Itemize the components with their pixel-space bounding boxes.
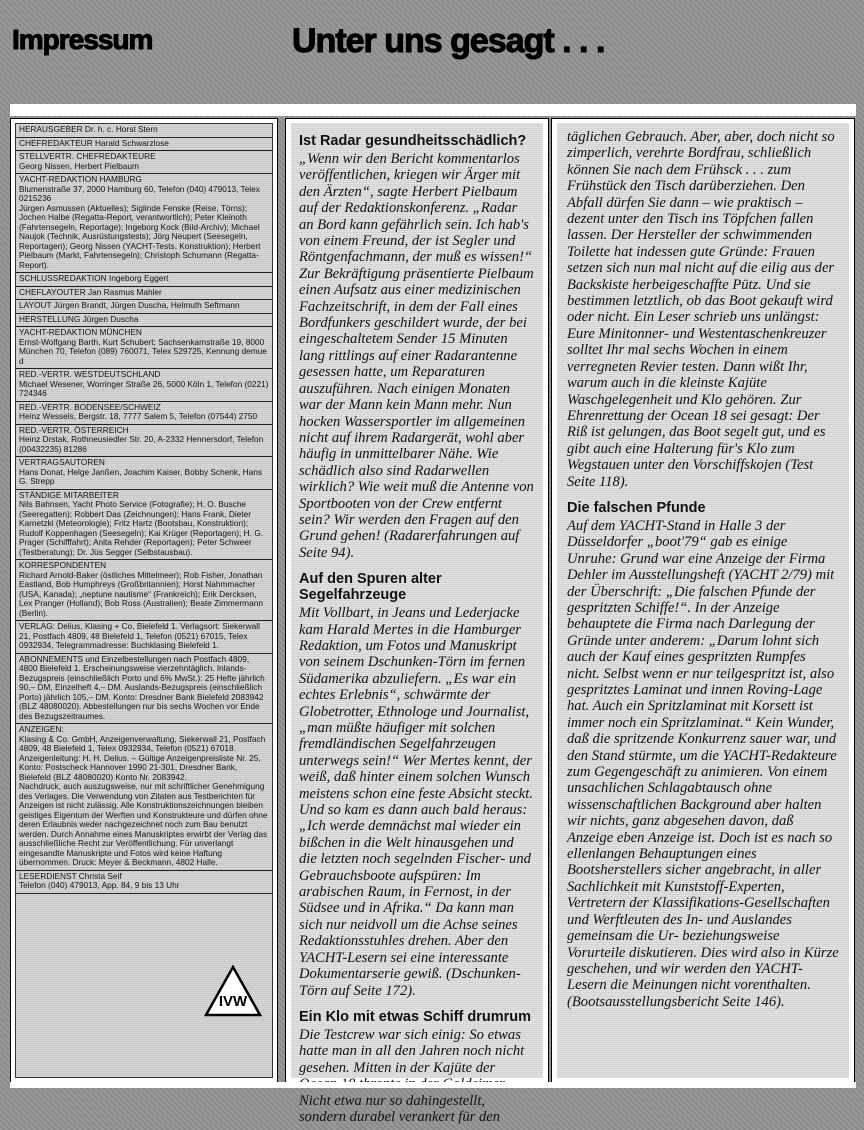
impressum-entry: ABONNEMENTS und Einzelbestellungen nach Postfach 4809, 4800 Bielefeld 1. Erscheinungsweise vierzehntäglich. Inlands-Bezugspreis (einschließlich Porto und 6% MwSt.): 25 Hefte jährlich 90,– DM, Einzelheft 4,– DM. Auslands-Bezugspreis (einschließlich Porto) jährlich 105,– DM. Konto: Dresdner Bank Bielefeld 2083942 (BLZ 48080020). Abbestellungen nur bis sechs Wochen vor Ende des Bezugszeitraumes. <box>16 654 272 725</box>
article-title: Ein Klo mit etwas Schiff drumrum <box>299 1008 532 1025</box>
impressum-entry: SCHLUSSREDAKTION Ingeborg Eggert <box>16 273 272 287</box>
article-body: täglichen Gebrauch. Aber, aber, doch nicht so zimperlich, verehrte Bordfrau, schließlich können Sie nach dem Frühsck . . . zum Frühstück den Tisch darüberziehen. Den Abfall dürfen Sie dann – wie praktisch – dezent unter den Tisch ins Töpfchen fallen lassen. Der Hersteller der schwimmenden Toilette hat indessen gute Gründe: Frauen setzen sich nun mal nicht auf die eilig aus der Backskiste herbeigeschaffte Pütz. Und sie bestimmen letztlich, ob das Boot gekauft wird oder nicht. Ein Leser schrieb uns unlängst: Eure Minitonner- und Westentaschenkreuzer solltet Ihr mal sechs Wochen in einem verregneten Revier testen. Dann wißt Ihr, warum auch in die kleinste Kajüte Waschgelegenheit und Klo gehören. Zur Ehrenrettung der Ocean 18 sei gesagt: Der Riß ist gelungen, das Boot segelt gut, und es gibt auch eine Halterung für's Klo zum Wegstauen unter den Vorschiffskojen (Test Seite 118). <box>567 129 835 490</box>
article-body: Auf dem YACHT-Stand in Halle 3 der Düsseldorfer „boot'79“ gab es einige Unruhe: Grund war eine Anzeige der Firma Dehler im Ausstellungsheft (YACHT 2/79) mit der Überschrift: „Die falschen Pfunde der gespritzten Schiffe!“. In der Anzeige behauptete die Firma nach Darlegung der Gründe unter anderem: „Darum lohnt sich auch der Kauf eines gespritzten Rumpfes nicht. Selbst wenn er nur teilgespritzt ist, also gespritztes Laminat und innen Roving-Lage hat. Auch ein Spritzlaminat mit Korsett ist immer noch ein Spritzlaminat.“ Kein Wunder, daß die spritzende Konkurrenz sauer war, und den Stand stürmte, um die YACHT-Redakteure zum Gegengeschäft zu animieren. Von einem unsachlichen Schlagabtausch ohne wissenschaftlichen Background aber halten wir nichts, ganz abgesehen davon, daß Anzeige eben Anzeige ist. Doch ist es nach so ellenlangen Behauptungen eines Bootsherstellers sicher angebracht, in aller Sachlichkeit mit Kunststoff-Experten, Vertretern der Klassifikations-Gesellschaften und Werftleuten des In- und Auslandes gemeinsam die Ur- beziehungsweise Vorurteile diskutieren. Dies wird also in Kürze geschehen, und wir werden den YACHT-Lesern die Meinungen nicht vorenthalten. (Bootsausstellungsbericht Seite 146). <box>567 517 839 1010</box>
article-column-right-text <box>557 123 849 1078</box>
impressum-entry: VERTRAGSAUTOREN Hans Donat, Helge Janßen, Joachim Kaiser, Bobby Schenk, Hans G. Strepp <box>16 457 272 490</box>
article-column-middle-text <box>291 123 543 1125</box>
article-column-right <box>551 118 855 1083</box>
bottom-rule <box>10 1082 856 1088</box>
impressum-entry: RED.-VERTR. ÖSTERREICH Heinz Drstak, Rothneusiedler Str. 20, A-2332 Hennersdorf, Telefon (00432235) 81286 <box>16 425 272 458</box>
article <box>567 129 839 490</box>
unter-uns-heading: Unter uns gesagt . . . <box>292 22 605 60</box>
impressum-entry: CHEFREDAKTEUR Harald Schwarzlose <box>16 138 272 152</box>
impressum-entry: YACHT-REDAKTION MÜNCHEN Ernst-Wolfgang Barth, Kurt Schubert; Sachsenkamstraße 19, 8000 München 70, Telefon (089) 760071, Telex 529725, Kennung demue d <box>16 327 272 369</box>
article-title: Ist Radar gesundheitsschädlich? <box>299 133 527 149</box>
impressum-entry: RED.-VERTR. WESTDEUTSCHLAND Michael Wesener, Worringer Straße 26, 5000 Köln 1, Telefon (0221) 724346 <box>16 369 272 402</box>
impressum-entry: STELLVERTR. CHEFREDAKTEURE Georg Nissen, Herbert Pielbaum <box>16 151 272 174</box>
impressum-entry: STÄNDIGE MITARBEITER Nils Bahnsen, Yacht Photo Service (Fotografie); H. O. Busche (Seeregatten); Robbert Das (Zeichnungen); Hans Frank, Dieter Karnetzki (Meteorologie); Fritz Hartz (Bootsbau, Konstruktion); Rudolf Koppenhagen (Seesegeln); Kai Krüger (Reportagen); H. G. Prager (Schifffahrt); Anita Rehder (Reportagen); Peter Schweer (Testberatung); Dr. Jüs Segger (Selbstausbau). <box>16 490 272 561</box>
svg-text:IVW: IVW <box>218 993 248 1010</box>
impressum-entry: HERAUSGEBER Dr. h. c. Horst Stern <box>16 124 272 138</box>
article-title: Auf den Spuren alter Segelfahrzeuge <box>299 571 442 604</box>
article <box>299 133 535 561</box>
impressum-entry: HERSTELLUNG Jürgen Duscha <box>16 314 272 328</box>
impressum-box <box>15 123 273 1078</box>
article <box>567 500 839 1010</box>
impressum-entry: LAYOUT Jürgen Brandt, Jürgen Duscha, Helmuth Seftmann <box>16 300 272 314</box>
top-rule <box>10 104 856 116</box>
impressum-entry: LESERDIENST Christa Seif Telefon (040) 479013, App. 84, 9 bis 13 Uhr <box>16 871 272 894</box>
article <box>299 1009 535 1125</box>
article-body: „Wenn wir den Bericht kommentarlos veröffentlichen, kriegen wir Ärger mit den Ärzten“, sagte Herbert Pielbaum auf der Redaktionskonferenz. „Radar an Bord kann gefährlich sein. Ich hab's von einem Freund, der ist Segler und Röntgenfachmann, der muß es wissen!“ Zur Bekräftigung präsentierte Pielbaum einen Aufsatz aus einer medizinischen Fachzeitschrift, in dem der Fall eines Bordfunkers geschildert wurde, der bei eingeschaltetem Sender 15 Minuten lang rittlings auf einer Radarantenne gesessen hatte, um Reparaturen auszuführen. Nach einigen Monaten war der Mann kein Mann mehr. Nun hocken Wassersportler im allgemeinen nicht auf ihrem Radargerät, wohl aber häufig in unmittelbarer Nähe. Wie schädlich also sind Radarwellen wirklich? Wie weit muß die Antenne von Sportbooten von der Crew entfernt sein? Wir werden den Fragen auf den Grund gehen! (Radarerfahrungen auf Seite 94). <box>299 151 534 561</box>
impressum-heading: Impressum <box>12 24 153 55</box>
article-body: Die Testcrew war sich einig: So etwas hatte man in all den Jahren noch nicht gesehen. Mitten in der Kajüte der Nicht etwa nur so dahingestellt, sondern durabel verankert für den <box>299 1026 525 1125</box>
impressum-entry: RED.-VERTR. BODENSEE/SCHWEIZ Heinz Wessels, Bergstr. 18, 7777 Salem 5, Telefon (07544) 2750 <box>16 402 272 425</box>
impressum-entry: YACHT-REDAKTION HAMBURG Blumenstraße 37, 2000 Hamburg 60, Telefon (040) 479013, Telex 0215236 Jürgen Asmussen (Aktuelles); Siglinde Fenske (Reise, Törns); Jochen Halbe (Regatta-Report, verantwortlich); Peter Kleinoth (Fahrtensegeln, Reportage); Ingeborg Kock (Bild-Archiv); Michael Naujok (Technik, Ausrüstungstests); Jörg Neupert (Seesegeln, Reportagen); Georg Nissen (YACHT-Tests, Konstruktion); Herbert Pielbaum (Markt, Fahrtensegeln); Christoph Schumann (Regatta-Report). <box>16 174 272 273</box>
impressum-entry: KORRESPONDENTEN Richard Arnold-Baker (östliches Mittelmeer); Rob Fisher, Jonathan Eastland, Bob Humphreys (Großbritannien); Horst Nahmmacher (USA, Kanada); „neptune nautisme“ (Frankreich); Erik Dercksen, Lex Pranger (Holland); Bob Ross (Australien); Beate Zimmermann (Berlin). <box>16 560 272 621</box>
impressum-list <box>16 124 272 894</box>
impressum-entry: CHEFLAYOUTER Jan Rasmus Mahler <box>16 287 272 301</box>
ivw-seal-icon <box>204 965 262 1017</box>
article-title: Die falschen Pfunde <box>567 499 706 516</box>
impressum-column <box>10 118 278 1083</box>
article-body: Mit Vollbart, in Jeans und Lederjacke kam Harald Mertes in die Hamburger Redaktion, um Fotos und Manuskript von seinem Dschunken-Törn im fernen Südamerika abzuliefern. „Es war ein echtes Erlebnis“, schwärmte der Globetrotter, Ethnologe und Journalist, „man müßte häufiger mit solchen fremdländischen Segelfahrzeugen unterwegs sein!“ Wer Mertes kennt, der weiß, daß hinter einem solchen Wunsch meistens schon eine feste Absicht steckt. Und so kam es dann auch bald heraus: „Ich werde demnächst mal wieder ein bißchen in die Welt hinausgehen und die letzten noch segelnden Fischer- und Gebrauchsboote aufspüren: Im arabischen Raum, in Fernost, in der Südsee und in Afrika.“ Da kann man sich nur neidvoll um die Achse seines Redaktionsstuhles drehen. Aber den YACHT-Lesern sei eine interessante Dokumentarserie gewiß. (Dschunken-Törn auf Seite 172). <box>299 605 533 999</box>
article <box>299 571 535 999</box>
impressum-entry: VERLAG: Delius, Klasing + Co, Bielefeld 1. Verlagsort: Siekerwall 21, Postfach 4809, 48 Bielefeld 1, Telefon (0521) 67015, Telex 0932934, Telegrammadresse: Buchklasing Bielefeld 1. <box>16 621 272 654</box>
impressum-entry: ANZEIGEN: Klasing & Co. GmbH, Anzeigenverwaltung, Siekerwall 21, Postfach 4809, 48 Bielefeld 1, Telex 0932934, Telefon (0521) 67018. Anzeigenleitung: H. H. Delius. – Gültige Anzeigenpreisliste Nr. 25, Konto: Postscheck Hannover 1990 21-301, Dresdner Bank, Bielefeld (BLZ 48080020) Konto Nr. 2083942. Nachdruck, auch auszugsweise, nur mit schriftlicher Genehmigung des Verlages. Die Verwendung von Zitaten aus Testberichten für Anzeigen ist nicht zulässig. Alle Konstruktionszeichnungen bleiben geistiges Eigentum der Werften und Konstrukteure und dürfen ohne deren Erlaubnis weder nachgezeichnet noch zum Bau benutzt werden. Durch Annahme eines Manuskriptes erwirbt der Verlag das ausschließliche Recht zur Veröffentlichung. Für unverlangt eingesandte Manuskripte und Fotos wird keine Haftung übernommen. Druck: Meyer & Beckmann, 4802 Halle. <box>16 724 272 871</box>
article-column-middle <box>285 118 549 1125</box>
